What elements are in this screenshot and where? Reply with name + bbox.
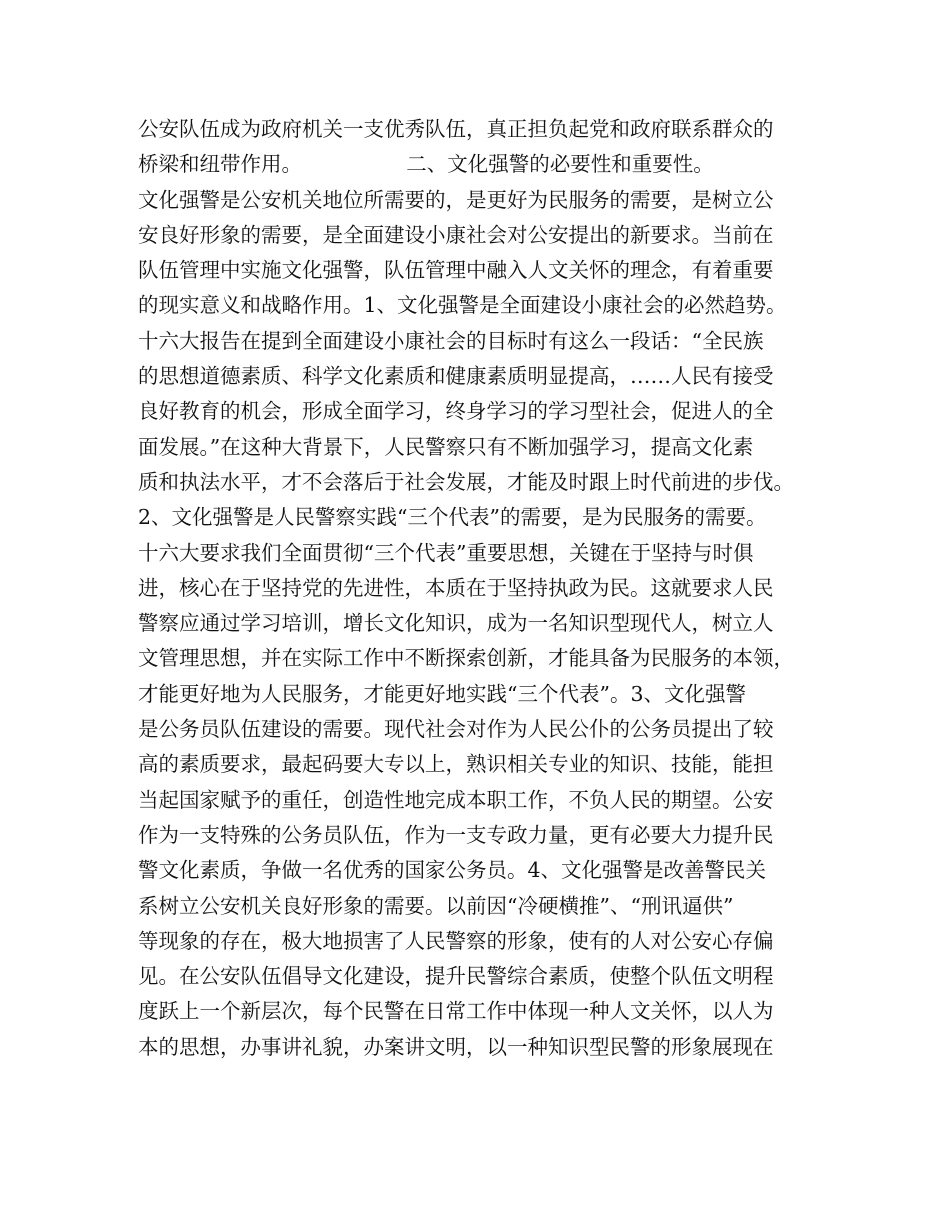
text-line: 见。在公安队伍倡导文化建设，提升民警综合素质，使整个队伍文明程	[138, 964, 774, 989]
text-line: 2、文化强警是人民警察实践“三个代表”的需要，是为民服务的需要。	[138, 505, 767, 530]
text-line: 队伍管理中实施文化强警，队伍管理中融入人文关怀的理念，有着重要	[138, 258, 774, 283]
text-line: 本的思想，办事讲礼貌，办案讲文明，以一种知识型民警的形象展现在	[138, 1034, 774, 1059]
text-line: 当起国家赋予的重任，创造性地完成本职工作，不负人民的期望。公安	[138, 787, 774, 812]
text-line: 公安队伍成为政府机关一支优秀队伍，真正担负起党和政府联系群众的	[138, 117, 774, 141]
text-line: 十六大要求我们全面贯彻“三个代表”重要思想，关键在于坚持与时俱	[138, 540, 754, 565]
text-line: 十六大报告在提到全面建设小康社会的目标时有这么一段话：“全民族	[138, 328, 764, 353]
text-line: 安良好形象的需要，是全面建设小康社会对公安提出的新要求。当前在	[138, 222, 774, 247]
body-text	[138, 112, 828, 1065]
text-line: 进，核心在于坚持党的先进性，本质在于坚持执政为民。这就要求人民	[138, 575, 774, 600]
text-line: 文管理思想，并在实际工作中不断探索创新，才能具备为民服务的本领，	[138, 646, 794, 671]
text-line: 警察应通过学习培训，增长文化知识，成为一名知识型现代人，树立人	[138, 611, 774, 636]
text-line: 等现象的存在，极大地损害了人民警察的形象，使有的人对公安心存偏	[138, 928, 774, 953]
text-line: 高的素质要求，最起码要大专以上，熟识相关专业的知识、技能，能担	[138, 752, 774, 777]
text-line: 质和执法水平，才不会落后于社会发展，才能及时跟上时代前进的步伐。	[138, 469, 794, 494]
text-line: 度跃上一个新层次，每个民警在日常工作中体现一种人文关怀，以人为	[138, 999, 774, 1024]
text-line: 警文化素质，争做一名优秀的国家公务员。4、文化强警是改善警民关	[138, 858, 767, 883]
text-line: 是公务员队伍建设的需要。现代社会对作为人民公仆的公务员提出了较	[138, 717, 774, 742]
text-line: 面发展。”在这种大背景下，人民警察只有不断加强学习，提高文化素	[138, 434, 754, 459]
text-line: 桥梁和纽带作用。 二、文化强警的必要性和重要性。	[138, 152, 714, 177]
text-line: 才能更好地为人民服务，才能更好地实践“三个代表”。3、文化强警	[138, 681, 747, 706]
text-line: 作为一支特殊的公务员队伍，作为一支专政力量，更有必要大力提升民	[138, 822, 774, 847]
text-line: 系树立公安机关良好形象的需要。以前因“冷硬横推”、“刑讯逼供”	[138, 893, 734, 918]
text-line: 文化强警是公安机关地位所需要的，是更好为民服务的需要，是树立公	[138, 187, 774, 212]
text-line: 的现实意义和战略作用。1、文化强警是全面建设小康社会的必然趋势。	[138, 293, 787, 318]
text-line: 的思想道德素质、科学文化素质和健康素质明显提高，……人民有接受	[138, 364, 774, 389]
text-line: 良好教育的机会，形成全面学习，终身学习的学习型社会，促进人的全	[138, 399, 774, 424]
